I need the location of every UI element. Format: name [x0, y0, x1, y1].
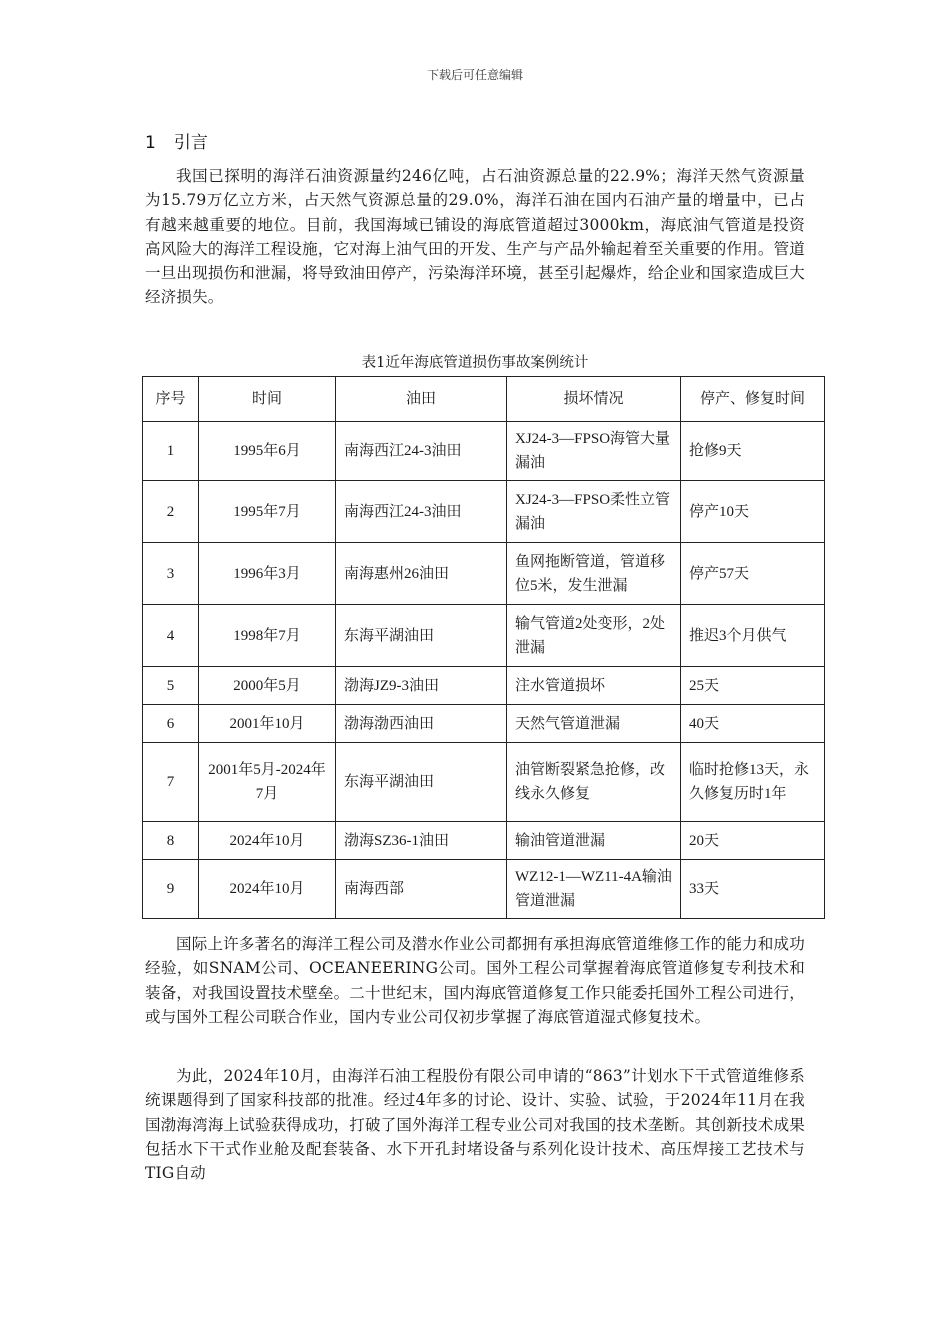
cell-index: 7: [143, 743, 199, 822]
cell-oilfield: 南海西江24-3油田: [336, 481, 507, 543]
table-row: [143, 605, 825, 667]
section-heading: [145, 128, 208, 153]
cell-time: 2024年10月: [199, 860, 336, 919]
table-row: [143, 743, 825, 822]
cell-index: 3: [143, 543, 199, 605]
cell-downtime: 停产57天: [681, 543, 825, 605]
cell-index: 8: [143, 822, 199, 860]
cell-oilfield: 渤海SZ36-1油田: [336, 822, 507, 860]
cell-time: 1996年3月: [199, 543, 336, 605]
international-paragraph: 国际上许多著名的海洋工程公司及潜水作业公司都拥有承担海底管道维修工作的能力和成功经验，如SNAM公司、OCEANEERING公司。国外工程公司掌握着海底管道修复专利技术和装备，对我国设置技术壁垒。二十世纪末，国内海底管道修复工作只能委托国外工程公司进行，或与国外工程公司联合作业，国内专业公司仅初步掌握了海底管道湿式修复技术。: [145, 935, 805, 1026]
cell-downtime: 33天: [681, 860, 825, 919]
cell-index: 2: [143, 481, 199, 543]
cell-oilfield: 东海平湖油田: [336, 605, 507, 667]
cell-time: 1995年6月: [199, 422, 336, 481]
cell-damage: 油管断裂紧急抢修，改线永久修复: [507, 743, 681, 822]
cell-oilfield: 南海惠州26油田: [336, 543, 507, 605]
header-damage: 损坏情况: [507, 377, 681, 422]
project-paragraph: 为此，2024年10月，由海洋石油工程股份有限公司申请的“863”计划水下干式管道维修系统课题得到了国家科技部的批准。经过4年多的讨论、设计、实验、试验，于2024年11月在我国渤海湾海上试验获得成功，打破了国外海洋工程专业公司对我国的技术垄断。其创新技术成果包括水下干式作业舱及配套装备、水下开孔封堵设备与系列化设计技术、高压焊接工艺技术与TIG自动: [145, 1067, 805, 1183]
cell-index: 4: [143, 605, 199, 667]
section-number: 1: [145, 133, 156, 153]
table-row: [143, 705, 825, 743]
cell-time: 2001年5月-2024年7月: [199, 743, 336, 822]
cell-oilfield: 渤海渤西油田: [336, 705, 507, 743]
table-header-row: [143, 377, 825, 422]
cell-oilfield: 南海西江24-3油田: [336, 422, 507, 481]
cell-damage: 输气管道2处变形，2处泄漏: [507, 605, 681, 667]
cell-downtime: 20天: [681, 822, 825, 860]
cell-time: 2000年5月: [199, 667, 336, 705]
table-row: [143, 822, 825, 860]
cell-downtime: 临时抢修13天，永久修复历时1年: [681, 743, 825, 822]
table-row: [143, 667, 825, 705]
header-oilfield: 油田: [336, 377, 507, 422]
cell-index: 5: [143, 667, 199, 705]
cell-damage: 鱼网拖断管道，管道移位5米，发生泄漏: [507, 543, 681, 605]
cell-oilfield: 渤海JZ9-3油田: [336, 667, 507, 705]
cell-time: 1998年7月: [199, 605, 336, 667]
cell-oilfield: 南海西部: [336, 860, 507, 919]
cell-index: 6: [143, 705, 199, 743]
cell-time: 2024年10月: [199, 822, 336, 860]
table-row: [143, 860, 825, 919]
cell-oilfield: 东海平湖油田: [336, 743, 507, 822]
header-time: 时间: [199, 377, 336, 422]
cell-damage: XJ24-3—FPSO柔性立管漏油: [507, 481, 681, 543]
page-header-note: 下载后可任意编辑: [426, 68, 523, 82]
cell-damage: WZ12-1—WZ11-4A输油管道泄漏: [507, 860, 681, 919]
cell-downtime: 25天: [681, 667, 825, 705]
table-row: [143, 481, 825, 543]
table-row: [143, 543, 825, 605]
cell-index: 1: [143, 422, 199, 481]
cell-index: 9: [143, 860, 199, 919]
cell-downtime: 推迟3个月供气: [681, 605, 825, 667]
cell-damage: XJ24-3—FPSO海管大量漏油: [507, 422, 681, 481]
table-caption: 表1近年海底管道损伤事故案例统计: [361, 355, 589, 371]
header-index: 序号: [143, 377, 199, 422]
cell-downtime: 停产10天: [681, 481, 825, 543]
cell-damage: 天然气管道泄漏: [507, 705, 681, 743]
table-row: [143, 422, 825, 481]
cell-damage: 输油管道泄漏: [507, 822, 681, 860]
cell-downtime: 40天: [681, 705, 825, 743]
intro-paragraph: 我国已探明的海洋石油资源量约246亿吨，占石油资源总量的22.9%；海洋天然气资源量为15.79万亿立方米，占天然气资源总量的29.0%，海洋石油在国内石油产量的增量中，已占有越来越重要的地位。目前，我国海域已铺设的海底管道超过3000km，海底油气管道是投资高风险大的海洋工程设施，它对海上油气田的开发、生产与产品外输起着至关重要的作用。管道一旦出现损伤和泄漏，将导致油田停产，污染海洋环境，甚至引起爆炸，给企业和国家造成巨大经济损失。: [145, 167, 805, 307]
cell-downtime: 抢修9天: [681, 422, 825, 481]
cell-time: 2001年10月: [199, 705, 336, 743]
cell-time: 1995年7月: [199, 481, 336, 543]
cell-damage: 注水管道损坏: [507, 667, 681, 705]
header-downtime: 停产、修复时间: [681, 377, 825, 422]
accident-cases-table: [142, 376, 825, 919]
section-title: 引言: [173, 133, 208, 153]
